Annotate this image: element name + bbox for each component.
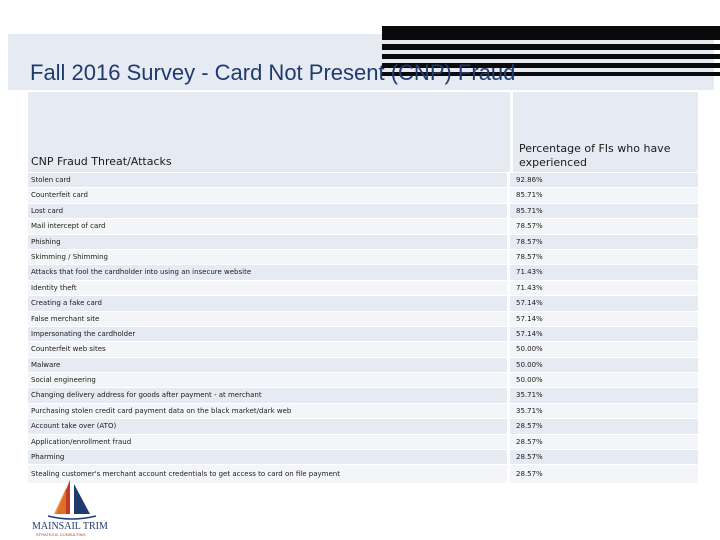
pct-cell: 78.57% bbox=[516, 252, 543, 261]
pct-cell: 28.57% bbox=[516, 422, 543, 431]
pct-cell: 28.57% bbox=[516, 470, 543, 479]
logo-tagline: STRATEGIC CONSULTING bbox=[36, 532, 86, 537]
threat-cell: Impersonating the cardholder bbox=[28, 327, 510, 341]
threat-cell: Phishing bbox=[28, 235, 510, 249]
table-header bbox=[28, 92, 698, 173]
table-body bbox=[28, 173, 698, 484]
table-row bbox=[28, 342, 698, 357]
col-pct-header: Percentage of FIs who have experienced bbox=[519, 142, 671, 169]
pct-cell: 92.86% bbox=[516, 176, 543, 184]
threat-cell: Purchasing stolen credit card payment data on the black market/dark web bbox=[28, 404, 510, 418]
table-row bbox=[28, 204, 698, 219]
threat-cell: Stolen card bbox=[28, 173, 510, 187]
fraud-table bbox=[28, 92, 698, 484]
threat-cell: Counterfeit card bbox=[28, 188, 510, 202]
table-row bbox=[28, 265, 698, 280]
threat-cell: Attacks that fool the cardholder into using an insecure website bbox=[28, 265, 510, 279]
threat-cell: Social engineering bbox=[28, 373, 510, 387]
pct-cell: 57.14% bbox=[516, 314, 543, 323]
threat-cell: Pharming bbox=[28, 450, 510, 464]
table-row bbox=[28, 373, 698, 388]
threat-cell: Account take over (ATO) bbox=[28, 419, 510, 433]
pct-cell: 57.14% bbox=[516, 299, 543, 308]
threat-cell: Skimming / Shimming bbox=[28, 250, 510, 264]
table-row bbox=[28, 327, 698, 342]
pct-cell: 71.43% bbox=[516, 283, 543, 292]
table-row bbox=[28, 435, 698, 450]
threat-cell: Mail intercept of card bbox=[28, 219, 510, 233]
pct-cell: 78.57% bbox=[516, 222, 543, 231]
pct-cell: 57.14% bbox=[516, 329, 543, 338]
sail-blue-icon bbox=[74, 484, 90, 514]
pct-cell: 50.00% bbox=[516, 376, 543, 385]
pct-cell: 85.71% bbox=[516, 191, 543, 200]
pct-cell: 28.57% bbox=[516, 437, 543, 446]
logo-name: MAINSAIL TRIM bbox=[32, 521, 108, 532]
slide-title: Fall 2016 Survey - Card Not Present (CNP) Fraud bbox=[30, 60, 516, 85]
pct-cell: 28.57% bbox=[516, 453, 543, 462]
threat-cell: Counterfeit web sites bbox=[28, 342, 510, 356]
threat-cell: Changing delivery address for goods after payment - at merchant bbox=[28, 388, 510, 402]
pct-cell: 85.71% bbox=[516, 206, 543, 215]
threat-cell: Creating a fake card bbox=[28, 296, 510, 310]
threat-cell: Application/enrollment fraud bbox=[28, 435, 510, 449]
table-row bbox=[28, 296, 698, 311]
table-row bbox=[28, 358, 698, 373]
sail-orange-icon bbox=[54, 488, 66, 514]
mainsail-trim-logo bbox=[30, 478, 140, 538]
threat-cell: Malware bbox=[28, 358, 510, 372]
pct-cell: 78.57% bbox=[516, 237, 543, 246]
pct-cell: 35.71% bbox=[516, 406, 543, 415]
threat-cell: Stealing customer's merchant account credentials to get access to card on file payment bbox=[28, 465, 510, 483]
table-row bbox=[28, 419, 698, 434]
table-row bbox=[28, 250, 698, 265]
table-row bbox=[28, 188, 698, 203]
threat-cell: Lost card bbox=[28, 204, 510, 218]
pct-cell: 71.43% bbox=[516, 268, 543, 277]
pct-cell: 50.00% bbox=[516, 345, 543, 354]
table-row bbox=[28, 450, 698, 465]
table-row bbox=[28, 404, 698, 419]
pct-cell: 50.00% bbox=[516, 360, 543, 369]
table-row bbox=[28, 388, 698, 403]
table-row bbox=[28, 312, 698, 327]
pct-cell: 35.71% bbox=[516, 391, 543, 400]
threat-cell: Identity theft bbox=[28, 281, 510, 295]
threat-cell: False merchant site bbox=[28, 312, 510, 326]
table-row bbox=[28, 173, 698, 188]
table-row bbox=[28, 281, 698, 296]
table-row bbox=[28, 219, 698, 234]
wave-icon bbox=[48, 516, 96, 519]
table-row bbox=[28, 235, 698, 250]
col-threat-header: CNP Fraud Threat/Attacks bbox=[31, 155, 172, 168]
